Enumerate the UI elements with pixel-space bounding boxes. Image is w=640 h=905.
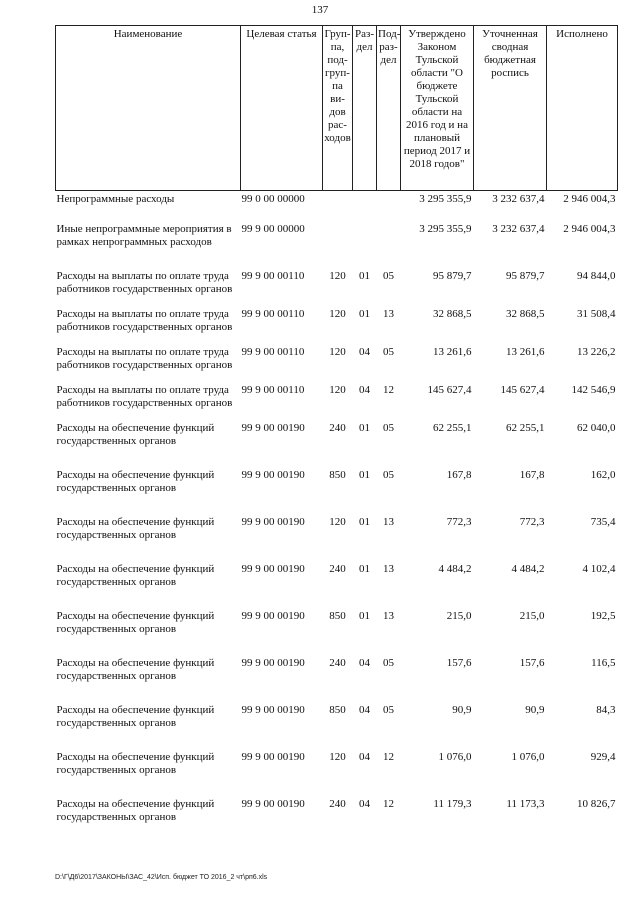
table-row bbox=[56, 422, 618, 469]
row-target: 99 9 00 00190 bbox=[241, 516, 305, 528]
row-refined: 3 232 637,4 bbox=[492, 193, 545, 205]
row-executed: 192,5 bbox=[590, 610, 616, 622]
row-target: 99 9 00 00190 bbox=[241, 798, 305, 810]
row-executed: 116,5 bbox=[591, 657, 616, 669]
row-subsection: 13 bbox=[383, 516, 394, 528]
row-executed: 10 826,7 bbox=[577, 798, 616, 810]
header-refined: Уточненная сводная бюджетная роспись bbox=[474, 26, 547, 191]
header-approved: Утверждено Законом Тульской области "О бюджете Тульской области на 2016 год и на плановый период 2017 и 2018 годов" bbox=[401, 26, 474, 191]
table-header-row bbox=[56, 26, 618, 191]
row-target: 99 9 00 00110 bbox=[241, 384, 305, 396]
table-row bbox=[56, 384, 618, 422]
row-name: Непрограммные расходы bbox=[56, 193, 175, 205]
row-name: Расходы на выплаты по оплате труда работников государственных органов bbox=[56, 270, 233, 295]
row-section: 01 bbox=[359, 422, 370, 434]
row-group bbox=[323, 223, 353, 270]
row-group: 120 bbox=[329, 751, 346, 763]
row-name: Расходы на выплаты по оплате труда работников государственных органов bbox=[56, 346, 233, 371]
row-group: 850 bbox=[329, 704, 346, 716]
row-target: 99 9 00 00110 bbox=[241, 346, 305, 358]
header-target: Целевая статья bbox=[241, 26, 323, 191]
header-executed: Исполнено bbox=[547, 26, 618, 191]
header-group: Груп- па, под- груп- па ви- дов рас- ходов bbox=[323, 26, 353, 191]
row-group bbox=[323, 191, 353, 224]
row-name: Расходы на выплаты по оплате труда работников государственных органов bbox=[56, 384, 233, 409]
table-row bbox=[56, 704, 618, 751]
table-row bbox=[56, 346, 618, 384]
row-executed: 4 102,4 bbox=[582, 563, 616, 575]
row-group: 850 bbox=[329, 610, 346, 622]
row-subsection: 12 bbox=[383, 384, 394, 396]
row-section: 01 bbox=[359, 610, 370, 622]
page-number: 137 bbox=[311, 4, 329, 16]
row-group: 850 bbox=[329, 469, 346, 481]
table-row bbox=[56, 308, 618, 346]
row-group: 240 bbox=[329, 798, 346, 810]
row-section: 04 bbox=[359, 384, 370, 396]
row-section: 01 bbox=[359, 469, 370, 481]
row-refined: 4 484,2 bbox=[511, 563, 545, 575]
row-section: 01 bbox=[359, 563, 370, 575]
row-approved: 157,6 bbox=[446, 657, 472, 669]
row-refined: 157,6 bbox=[519, 657, 545, 669]
row-target: 99 0 00 00000 bbox=[241, 193, 305, 205]
row-approved: 95 879,7 bbox=[433, 270, 472, 282]
table-row bbox=[56, 610, 618, 657]
row-refined: 62 255,1 bbox=[506, 422, 545, 434]
row-section: 01 bbox=[359, 308, 370, 320]
budget-table bbox=[55, 25, 618, 845]
row-group: 120 bbox=[329, 516, 346, 528]
row-subsection bbox=[377, 191, 401, 224]
row-refined: 90,9 bbox=[525, 704, 545, 716]
file-path-footer: D:\Г\Д6\2017\ЗАКОНЫ\ЗАС_42\Исп. бюджет ТО 2016_2 чт\рп6.xls bbox=[55, 874, 268, 881]
row-executed: 94 844,0 bbox=[577, 270, 616, 282]
row-target: 99 9 00 00000 bbox=[241, 223, 305, 235]
row-group: 120 bbox=[329, 346, 346, 358]
row-name: Расходы на обеспечение функций государственных органов bbox=[56, 610, 215, 635]
row-target: 99 9 00 00110 bbox=[241, 308, 305, 320]
header-name: Наименование bbox=[56, 26, 241, 191]
row-executed: 142 546,9 bbox=[571, 384, 616, 396]
row-target: 99 9 00 00110 bbox=[241, 270, 305, 282]
row-subsection: 12 bbox=[383, 751, 394, 763]
row-executed: 2 946 004,3 bbox=[563, 223, 616, 235]
row-name: Расходы на обеспечение функций государственных органов bbox=[56, 751, 215, 776]
row-refined: 167,8 bbox=[519, 469, 545, 481]
row-section bbox=[353, 191, 377, 224]
row-name: Расходы на обеспечение функций государственных органов bbox=[56, 469, 215, 494]
row-approved: 215,0 bbox=[446, 610, 472, 622]
row-approved: 772,3 bbox=[446, 516, 472, 528]
row-target: 99 9 00 00190 bbox=[241, 657, 305, 669]
row-section: 04 bbox=[359, 798, 370, 810]
table-row bbox=[56, 270, 618, 308]
row-target: 99 9 00 00190 bbox=[241, 563, 305, 575]
table-row bbox=[56, 223, 618, 270]
row-executed: 162,0 bbox=[590, 469, 616, 481]
table-row bbox=[56, 563, 618, 610]
table-row bbox=[56, 469, 618, 516]
row-group: 240 bbox=[329, 657, 346, 669]
row-executed: 735,4 bbox=[590, 516, 616, 528]
row-name: Расходы на обеспечение функций государственных органов bbox=[56, 798, 215, 823]
row-executed: 929,4 bbox=[590, 751, 616, 763]
row-approved: 4 484,2 bbox=[438, 563, 472, 575]
row-refined: 215,0 bbox=[519, 610, 545, 622]
row-name: Расходы на выплаты по оплате труда работников государственных органов bbox=[56, 308, 233, 333]
row-refined: 11 173,3 bbox=[506, 798, 545, 810]
row-section bbox=[353, 223, 377, 270]
row-name: Расходы на обеспечение функций государственных органов bbox=[56, 516, 215, 541]
table-row bbox=[56, 516, 618, 563]
row-approved: 13 261,6 bbox=[433, 346, 472, 358]
row-section: 04 bbox=[359, 657, 370, 669]
table-row bbox=[56, 751, 618, 798]
row-group: 240 bbox=[329, 422, 346, 434]
header-section: Раз- дел bbox=[353, 26, 377, 191]
row-refined: 95 879,7 bbox=[506, 270, 545, 282]
row-group: 240 bbox=[329, 563, 346, 575]
table-row bbox=[56, 798, 618, 845]
row-subsection: 05 bbox=[383, 469, 394, 481]
table-row bbox=[56, 657, 618, 704]
row-name: Расходы на обеспечение функций государственных органов bbox=[56, 422, 215, 447]
row-refined: 772,3 bbox=[519, 516, 545, 528]
row-target: 99 9 00 00190 bbox=[241, 422, 305, 434]
row-subsection: 13 bbox=[383, 610, 394, 622]
row-name: Иные непрограммные мероприятия в рамках непрограммных расходов bbox=[56, 223, 232, 248]
row-subsection: 13 bbox=[383, 563, 394, 575]
row-refined: 32 868,5 bbox=[506, 308, 545, 320]
row-approved: 32 868,5 bbox=[433, 308, 472, 320]
row-subsection: 05 bbox=[383, 657, 394, 669]
row-subsection: 05 bbox=[383, 422, 394, 434]
row-approved: 1 076,0 bbox=[438, 751, 472, 763]
row-target: 99 9 00 00190 bbox=[241, 704, 305, 716]
row-approved: 145 627,4 bbox=[427, 384, 472, 396]
row-subsection: 05 bbox=[383, 270, 394, 282]
row-refined: 1 076,0 bbox=[511, 751, 545, 763]
row-section: 04 bbox=[359, 751, 370, 763]
row-approved: 167,8 bbox=[446, 469, 472, 481]
row-section: 04 bbox=[359, 346, 370, 358]
row-name: Расходы на обеспечение функций государственных органов bbox=[56, 563, 215, 588]
row-group: 120 bbox=[329, 384, 346, 396]
row-approved: 62 255,1 bbox=[433, 422, 472, 434]
row-name: Расходы на обеспечение функций государственных органов bbox=[56, 704, 215, 729]
row-executed: 62 040,0 bbox=[577, 422, 616, 434]
row-refined: 3 232 637,4 bbox=[492, 223, 545, 235]
row-group: 120 bbox=[329, 308, 346, 320]
row-executed: 2 946 004,3 bbox=[563, 193, 616, 205]
row-approved: 3 295 355,9 bbox=[419, 193, 472, 205]
row-executed: 84,3 bbox=[596, 704, 616, 716]
row-executed: 13 226,2 bbox=[577, 346, 616, 358]
row-refined: 13 261,6 bbox=[506, 346, 545, 358]
row-section: 01 bbox=[359, 270, 370, 282]
row-executed: 31 508,4 bbox=[577, 308, 616, 320]
table-row bbox=[56, 191, 618, 224]
row-subsection: 12 bbox=[383, 798, 394, 810]
row-subsection: 05 bbox=[383, 704, 394, 716]
row-target: 99 9 00 00190 bbox=[241, 751, 305, 763]
row-refined: 145 627,4 bbox=[500, 384, 545, 396]
row-target: 99 9 00 00190 bbox=[241, 610, 305, 622]
row-subsection: 13 bbox=[383, 308, 394, 320]
row-subsection bbox=[377, 223, 401, 270]
header-subsection: Под- раз- дел bbox=[377, 26, 401, 191]
row-section: 04 bbox=[359, 704, 370, 716]
row-section: 01 bbox=[359, 516, 370, 528]
row-group: 120 bbox=[329, 270, 346, 282]
row-target: 99 9 00 00190 bbox=[241, 469, 305, 481]
row-name: Расходы на обеспечение функций государственных органов bbox=[56, 657, 215, 682]
row-approved: 90,9 bbox=[452, 704, 472, 716]
row-approved: 11 179,3 bbox=[433, 798, 472, 810]
row-subsection: 05 bbox=[383, 346, 394, 358]
row-approved: 3 295 355,9 bbox=[419, 223, 472, 235]
